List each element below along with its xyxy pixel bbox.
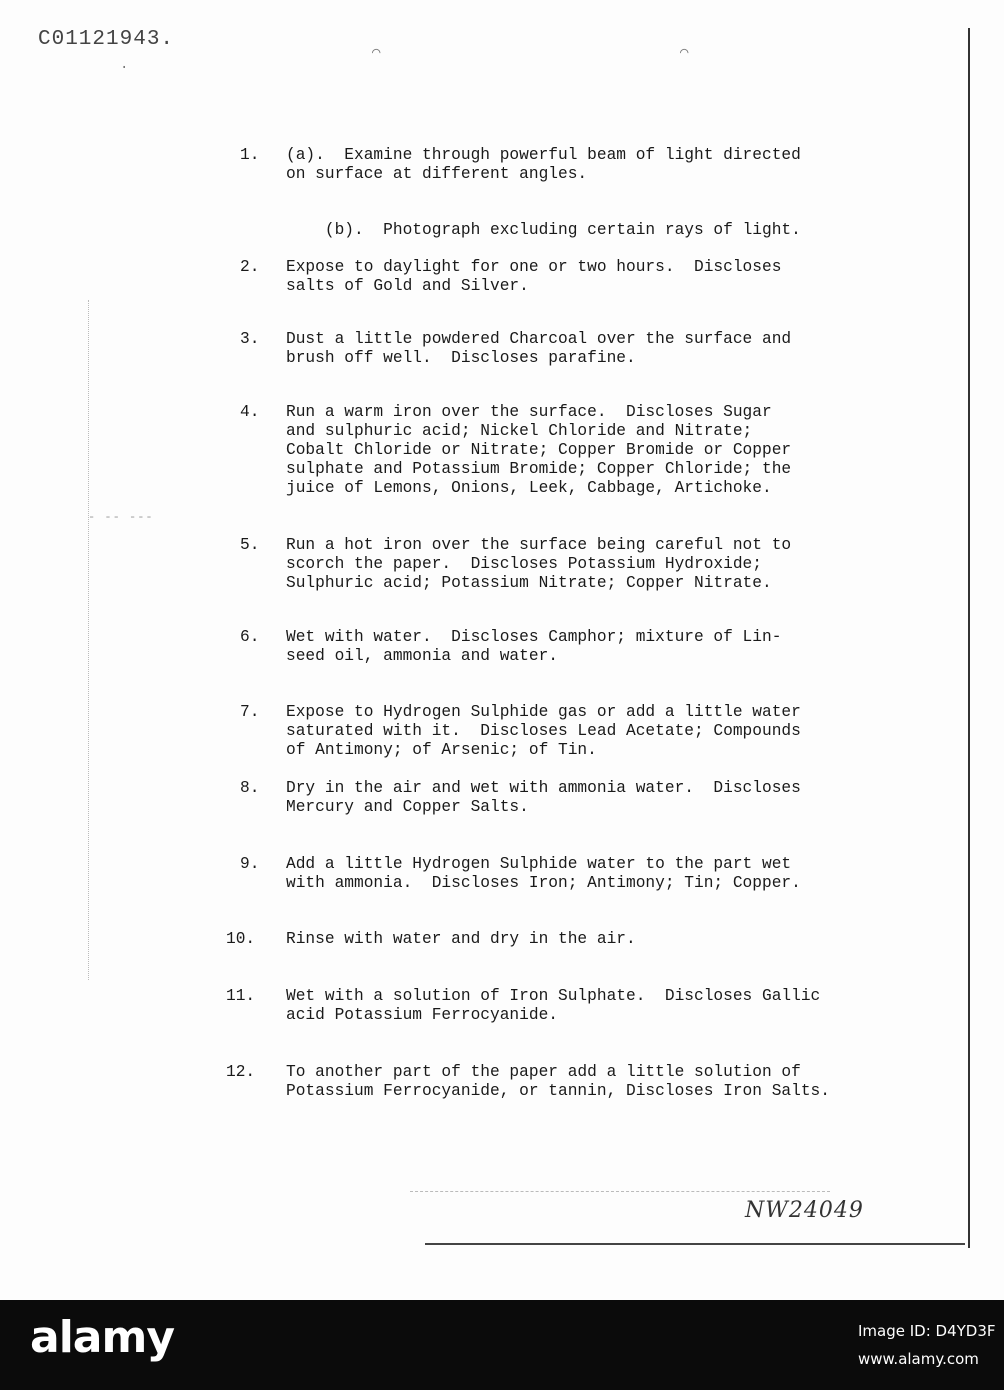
item-number: 2. [240,258,260,276]
item-number: 9. [240,855,260,873]
list-item-5 [240,536,920,612]
list-item-9 [240,855,920,931]
right-margin-rule [968,28,970,1248]
list-item-7 [240,703,920,779]
document-id: C01121943. [38,28,175,51]
list-item-8 [240,779,920,855]
scan-mark: · [120,60,129,76]
item-text: To another part of the paper add a little solution of Potassium Ferrocyanide, or tannin, Discloses Iron Salts. [286,1063,830,1100]
alamy-logo: alamy [30,1312,174,1363]
item-number: 5. [240,536,260,554]
list-item-1b [286,202,801,259]
item-text: Run a hot iron over the surface being careful not to scorch the paper. Discloses Potassium Hydroxide; Sulphuric acid; Potassium Nitrate; Copper Nitrate. [286,536,792,592]
bottom-rule [425,1243,965,1245]
item-number: 7. [240,703,260,721]
site-url: www.alamy.com [858,1350,979,1368]
faint-divider [410,1191,830,1193]
item-text: Add a little Hydrogen Sulphide water to the part wet with ammonia. Discloses Iron; Antimony; Tin; Copper. [286,855,801,892]
list-item-6 [240,628,920,704]
item-text: Wet with water. Discloses Camphor; mixture of Lin- seed oil, ammonia and water. [286,628,782,665]
list-item-3 [240,330,920,406]
item-text: Run a warm iron over the surface. Discloses Sugar and sulphuric acid; Nickel Chloride and Nitrate; Cobalt Chloride or Nitrate; Copper Bromide or Copper sulphate and Potassium Bromide; Copper Chloride; the juice of Lemons, Onions, Leek, Cabbage, Artichoke. [286,403,792,497]
item-number: 8. [240,779,260,797]
item-text: (a). Examine through powerful beam of light directed on surface at different angles. [286,146,801,183]
item-number: 12. [226,1063,256,1081]
list-item-11 [226,987,920,1063]
list-item-4 [240,403,920,497]
item-number: 1. [240,146,260,164]
list-item-12 [226,1063,920,1139]
handwritten-annotation: NW24049 [745,1198,864,1223]
item-text: Expose to daylight for one or two hours. Discloses salts of Gold and Silver. [286,258,782,295]
scan-mark: ⌒ [372,45,381,61]
margin-smudge: - -- --- [88,510,154,524]
item-number: 11. [226,987,256,1005]
item-number: 3. [240,330,260,348]
scan-mark: ⌒ [680,45,689,61]
item-text: Dust a little powdered Charcoal over the surface and brush off well. Discloses parafine. [286,330,792,367]
item-text: Dry in the air and wet with ammonia water. Discloses Mercury and Copper Salts. [286,779,801,816]
left-margin-dots [88,300,89,980]
item-text: Rinse with water and dry in the air. [286,930,636,948]
item-number: 6. [240,628,260,646]
item-text: (b). Photograph excluding certain rays of light. [324,221,801,239]
image-id-label: Image ID: D4YD3F [858,1322,996,1340]
item-text: Wet with a solution of Iron Sulphate. Discloses Gallic acid Potassium Ferrocyanide. [286,987,821,1024]
item-number: 4. [240,403,260,421]
item-text: Expose to Hydrogen Sulphide gas or add a little water saturated with it. Discloses Lead Acetate; Compounds of Antimony; of Arsenic; of Tin. [286,703,801,759]
list-item-2 [240,258,920,334]
item-number: 10. [226,930,256,948]
